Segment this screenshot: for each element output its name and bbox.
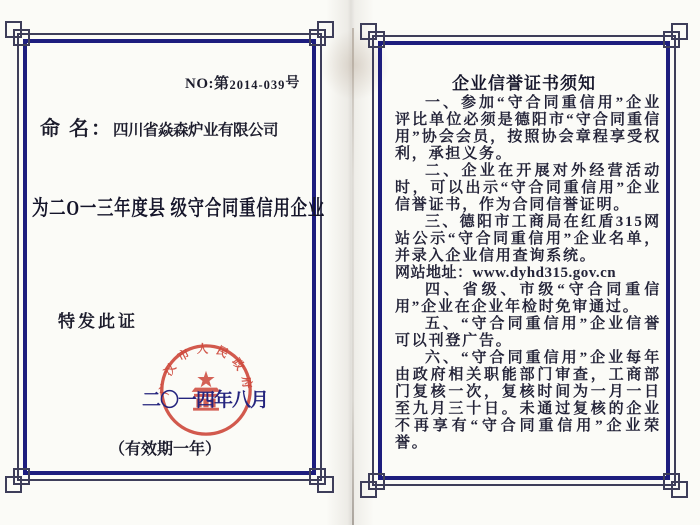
certificate-number-digits: 2014-039 <box>229 78 286 92</box>
notice-paragraph: 六、“守合同重信用”企业每年由政府相关职能部门审查，工商部门复核一次，复核时间为一月一日至九月三十日。未通过复核的企业不再享有“守合同重信用”企业荣誉。 <box>395 350 661 451</box>
notice-paragraph: 四、省级、市级“守合同重信用”企业在企业年检时免审通过。 <box>395 282 661 315</box>
notice-paragraph: 五、“守合同重信用”企业信誉可以刊登广告。 <box>395 316 661 349</box>
seal-arc-text: 广汉市人民政府 <box>158 343 254 396</box>
fold-crease-line <box>352 28 354 525</box>
notice-title: 企业信誉证书须知 <box>452 74 596 93</box>
company-name: 四川省焱森炉业有限公司 <box>113 122 279 139</box>
validity-period: （有效期一年） <box>108 441 221 458</box>
certificate-number-prefix: NO:第 <box>185 76 230 92</box>
award-title-line: 为二O一三年度县 级守合同重信用企业 <box>32 196 325 220</box>
issue-statement: 特发此证 <box>58 312 138 331</box>
certificate-number-suffix: 号 <box>285 76 300 91</box>
company-name-line <box>40 112 278 141</box>
certificate-left-page <box>17 33 325 481</box>
notice-paragraph: 三、德阳市工商局在红盾315网站公示“守合同重信用”企业名单，并录入企业信用查询系统。 <box>395 214 661 264</box>
certificate-number <box>185 72 300 93</box>
notice-paragraph: 一、参加“守合同重信用”企业评比单位必须是德阳市“守合同重信用”协会会员，按照协会章程享受权利，承担义务。 <box>395 95 661 162</box>
issue-date: 二〇一四年八月 <box>141 390 268 411</box>
notice-paragraph: 网站地址：www.dyhd315.gov.cn <box>395 265 617 281</box>
name-label: 命 名： <box>40 118 113 140</box>
notice-right-page <box>372 35 676 486</box>
notice-body <box>395 95 661 452</box>
notice-paragraph: 二、企业在开展对外经营活动时，可以出示“守合同重信用”企业信誉证书，作为合同信誉证明。 <box>395 163 661 213</box>
